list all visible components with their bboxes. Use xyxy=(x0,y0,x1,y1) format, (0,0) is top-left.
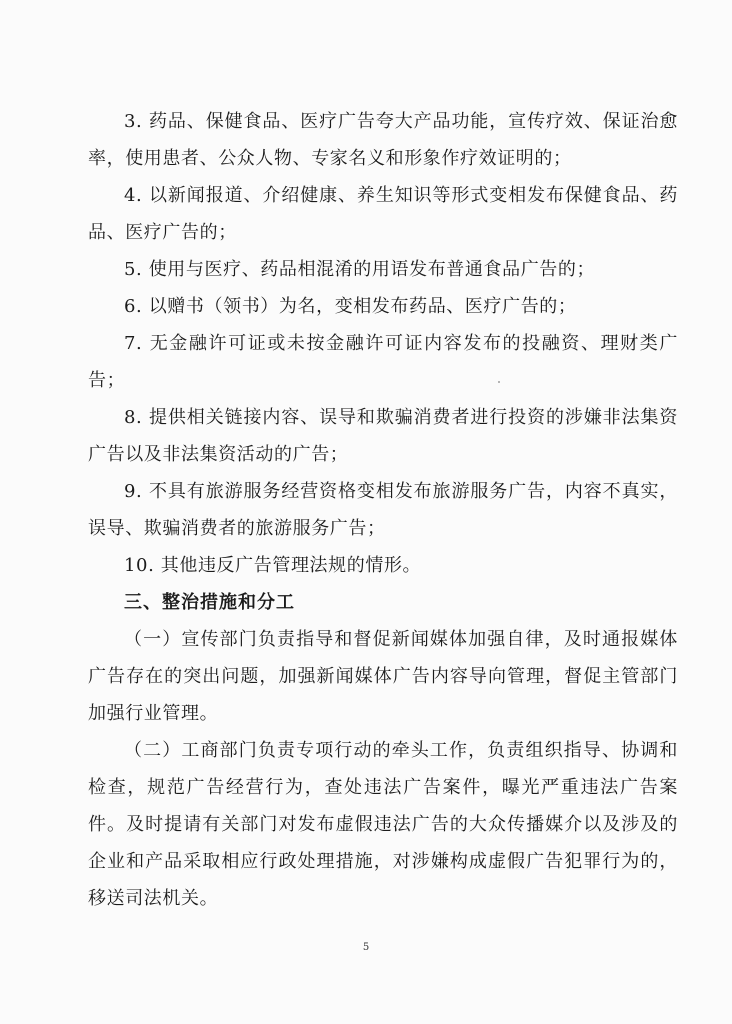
paragraph-item-9: 9. 不具有旅游服务经营资格变相发布旅游服务广告，内容不真实，误导、欺骗消费者的旅游服务广告； xyxy=(88,481,678,539)
paragraph-item-7: 7. 无金融许可证或未按金融许可证内容发布的投融资、理财类广告； xyxy=(88,333,678,391)
document-body xyxy=(88,103,678,917)
paragraph-item-4: 4. 以新闻报道、介绍健康、养生知识等形式变相发布保健食品、药品、医疗广告的； xyxy=(88,185,678,243)
scan-speck xyxy=(498,381,500,383)
paragraph-item-6: 6. 以赠书（领书）为名，变相发布药品、医疗广告的； xyxy=(124,296,577,317)
measure-paragraph-2: （二）工商部门负责专项行动的牵头工作，负责组织指导、协调和检查，规范广告经营行为，查处违法广告案件，曝光严重违法广告案件。及时提请有关部门对发布虚假违法广告的大众传播媒介以及涉及的企业和产品采取相应行政处理措施，对涉嫌构成虚假广告犯罪行为的，移送司法机关。 xyxy=(88,740,678,909)
page-number: 5 xyxy=(362,942,370,953)
measure-paragraph-1: （一）宣传部门负责指导和督促新闻媒体加强自律，及时通报媒体广告存在的突出问题，加强新闻媒体广告内容导向管理，督促主管部门加强行业管理。 xyxy=(88,629,678,724)
paragraph-item-3: 3. 药品、保健食品、医疗广告夸大产品功能，宣传疗效、保证治愈率，使用患者、公众人物、专家名义和形象作疗效证明的； xyxy=(88,111,678,169)
section-heading: 三、整治措施和分工 xyxy=(124,592,295,613)
paragraph-item-5: 5. 使用与医疗、药品相混淆的用语发布普通食品广告的； xyxy=(124,259,596,280)
paragraph-item-10: 10. 其他违反广告管理法规的情形。 xyxy=(124,555,422,576)
paragraph-item-8: 8. 提供相关链接内容、误导和欺骗消费者进行投资的涉嫌非法集资广告以及非法集资活动的广告； xyxy=(88,407,678,465)
